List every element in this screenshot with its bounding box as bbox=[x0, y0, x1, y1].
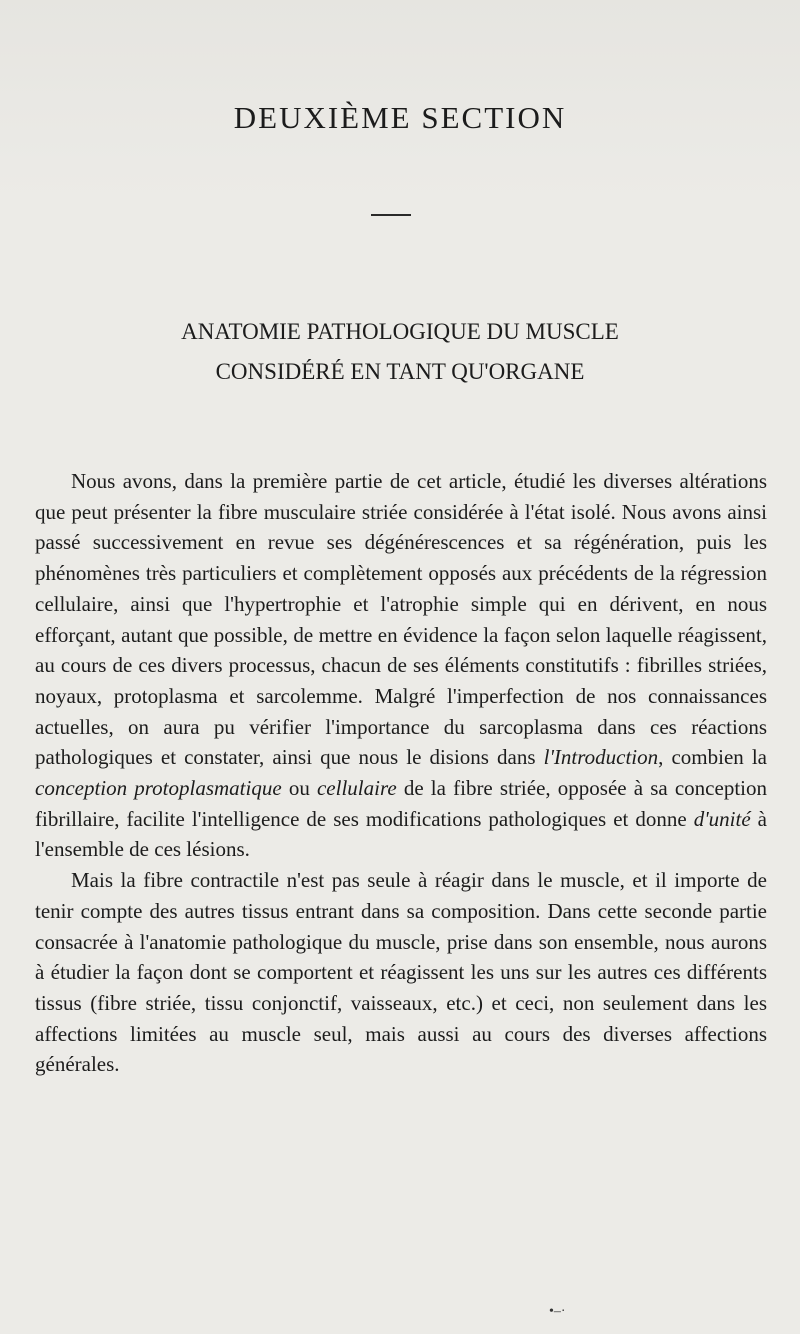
paragraph-1 bbox=[35, 466, 767, 865]
paragraph-1-text-a: Nous avons, dans la première partie de cet article, étudié les diverses altérations que peut présenter la fibre musculaire striée considérée à l'état isolé. Nous avons ainsi passé successivement en revue ses dégénérescences et sa régénération, puis les phénomènes très particuliers et complètement opposés aux précédents de la régression cellulaire, ainsi que l'hypertrophie et l'atrophie simple qui en dérivent, en nous efforçant, autant que possible, de mettre en évidence la façon selon laquelle réagissent, au cours de ces divers processus, chacun de ses éléments constitutifs : fibrilles striées, noyaux, protoplasma et sarcolemme. Malgré l'imperfection de nos connaissances actuelles, on aura pu vérifier l'importance du sarcoplasma dans ces réactions pathologiques et constater, ainsi que nous le disions dans bbox=[35, 469, 767, 770]
separator-rule bbox=[371, 214, 411, 216]
section-heading: DEUXIÈME SECTION bbox=[233, 100, 567, 135]
emphasis-conception: conception protoplasmatique bbox=[35, 776, 282, 801]
paragraph-1-text-b: , combien la bbox=[658, 745, 768, 770]
emphasis-unite: d'unité bbox=[693, 806, 751, 831]
chapter-heading-line-2: CONSIDÉRÉ EN TANT QU'ORGANE bbox=[215, 359, 585, 384]
emphasis-cellulaire: cellulaire bbox=[316, 776, 397, 801]
page-ornament: •–· bbox=[549, 1304, 566, 1319]
chapter-heading-line-1: ANATOMIE PATHOLOGIQUE DU MUSCLE bbox=[181, 319, 619, 344]
paragraph-1-text-d: de la fibre striée, opposée à sa conception fibrillaire, facilite l'intelligence de ses modifications pathologiques et donne bbox=[35, 776, 767, 831]
paragraph-1-text-e: à l'ensemble de ces lésions. bbox=[35, 806, 767, 862]
paragraph-2: Mais la fibre contractile n'est pas seule à réagir dans le muscle, et il importe de tenir compte des autres tissus entrant dans sa composition. Dans cette seconde partie consacrée à l'anatomie pathologique du muscle, prise dans son ensemble, nous aurons à étudier la façon dont se comportent et réagissent les uns sur les autres ces différents tissus (fibre striée, tissu conjonctif, vaisseaux, etc.) et ceci, non seulement dans les affections limitées au muscle seul, mais aussi au cours des diverses affections générales. bbox=[35, 868, 767, 1077]
chapter-heading bbox=[0, 312, 800, 392]
paragraph-1-text-c: ou bbox=[281, 776, 317, 801]
body-text bbox=[35, 466, 767, 1080]
emphasis-introduction: l'Introduction bbox=[543, 745, 659, 770]
